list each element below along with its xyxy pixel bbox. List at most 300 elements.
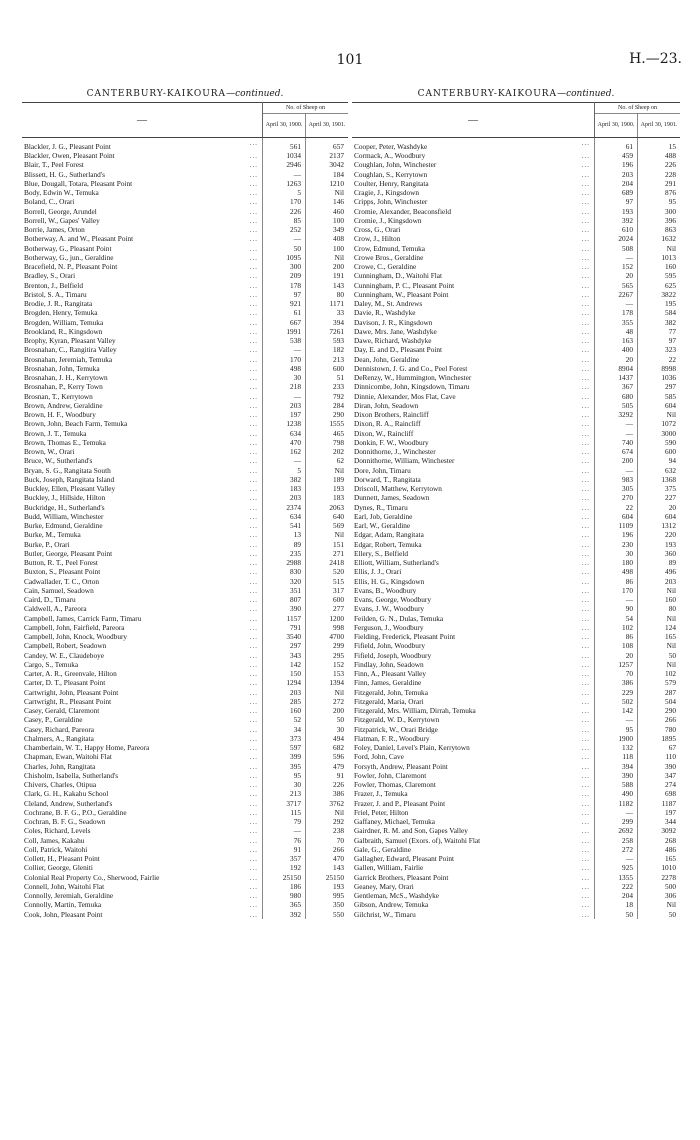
leader-dots: ...	[249, 363, 258, 373]
sheep-count-1901: 266	[333, 844, 344, 854]
table-row	[352, 854, 680, 863]
sheep-count-1901: 798	[333, 437, 344, 447]
table-row	[22, 299, 348, 308]
owner-name: Burke, M., Temuka	[24, 530, 81, 540]
sheep-count-1900: 218	[263, 382, 306, 391]
owner-name-cell	[22, 586, 263, 595]
sheep-count-1901: 290	[333, 410, 344, 420]
sheep-count-1900: 235	[263, 549, 306, 558]
sheep-count-1901: 596	[333, 752, 344, 762]
table-row	[22, 697, 348, 706]
sheep-count-1900: 674	[595, 447, 638, 456]
leader-dots: ...	[581, 308, 590, 318]
owner-name: Caird, D., Timaru	[24, 595, 76, 605]
owner-name-cell	[22, 327, 263, 336]
leader-dots: ...	[581, 539, 590, 549]
sheep-count-1901: Nil	[334, 530, 344, 540]
sheep-count-1901: 550	[333, 909, 344, 919]
sheep-count-1901: 287	[665, 687, 676, 697]
owner-name-cell	[22, 512, 263, 521]
leader-dots: ...	[581, 576, 590, 586]
sheep-count-1901: 80	[668, 604, 676, 614]
sheep-count-1901: 233	[333, 382, 344, 392]
leader-dots: ...	[249, 854, 258, 863]
owner-name: Burke, P., Orari	[24, 539, 70, 549]
sheep-count-1901: 182	[333, 345, 344, 355]
table-row	[352, 632, 680, 641]
owner-name-cell	[22, 873, 263, 882]
owner-name: Dixon, R. A., Raincliff	[354, 419, 421, 429]
owner-name-cell	[352, 734, 595, 743]
leader-dots: ...	[581, 595, 590, 604]
owner-name: Fifield, John, Woodbury	[354, 641, 426, 651]
leader-dots: ...	[581, 872, 590, 882]
owner-name: Cleland, Andrew, Sutherland's	[24, 798, 113, 808]
sheep-count-1901: 390	[665, 761, 676, 771]
sheep-count-1901: 51	[336, 373, 344, 383]
table-row	[22, 373, 348, 382]
owner-name-cell	[352, 715, 595, 724]
owner-name-cell	[22, 632, 263, 641]
table-row	[352, 752, 680, 761]
table-row	[352, 678, 680, 687]
owner-name-cell	[352, 216, 595, 225]
owner-name: Fitzgerald, Mrs. William, Dirrah, Temuka	[354, 706, 476, 716]
leader-dots: ...	[249, 243, 258, 253]
sheep-count-1901: 97	[668, 336, 676, 346]
sheep-count-1901: 50	[336, 715, 344, 725]
owner-name-cell	[22, 197, 263, 206]
sheep-count-1900: 48	[595, 327, 638, 336]
sheep-count-1901: 863	[665, 225, 676, 235]
owner-name-cell	[352, 392, 595, 401]
sheep-count-1901: 344	[665, 817, 676, 827]
sheep-count-1901: 165	[665, 632, 676, 642]
leader-dots: ...	[249, 336, 258, 345]
owner-name-cell	[22, 891, 263, 900]
owner-name: Galbraith, Samuel (Exors. of), Waitohi Flat	[354, 835, 481, 845]
sheep-count-1900: 1355	[595, 873, 638, 882]
owner-name-cell	[352, 475, 595, 484]
sheep-count-group-header: No. of Sheep on	[263, 103, 349, 114]
sheep-count-1900: 50	[263, 244, 306, 253]
table-row	[22, 475, 348, 484]
table-row	[352, 151, 680, 160]
owner-name-cell	[352, 207, 595, 216]
sheep-count-1901: 291	[665, 178, 676, 188]
sheep-count-1900: 2024	[595, 234, 638, 243]
sheep-count-1900: 203	[595, 170, 638, 179]
owner-name-cell	[352, 558, 595, 567]
leader-dots: ...	[581, 780, 590, 789]
owner-name-cell	[22, 604, 263, 613]
owner-name: Edgar, Robert, Temuka	[354, 539, 422, 549]
owner-name-cell	[22, 234, 263, 243]
leader-dots: ...	[249, 558, 258, 567]
sheep-count-1901: 100	[333, 243, 344, 253]
leader-dots: ...	[249, 400, 258, 410]
sheep-count-1901: 277	[333, 604, 344, 614]
owner-name-cell	[352, 836, 595, 845]
owner-name-cell	[352, 910, 595, 919]
leader-dots: ...	[249, 382, 258, 392]
owner-name: Chivers, Charles, Otipua	[24, 780, 97, 790]
sheep-count-1900: 192	[263, 863, 306, 872]
leader-dots: ...	[249, 262, 258, 271]
sheep-count-1901: 220	[665, 530, 676, 540]
owner-name-cell	[352, 845, 595, 854]
sheep-count-1901: 408	[333, 234, 344, 244]
owner-name: Crow, Edmund, Temuka	[354, 243, 426, 253]
table-row	[352, 697, 680, 706]
leader-dots: ...	[581, 826, 590, 836]
sheep-count-1900: 95	[595, 725, 638, 734]
leader-dots: ...	[249, 835, 258, 845]
leader-dots: ...	[249, 807, 258, 817]
sheep-count-1900: —	[595, 299, 638, 308]
leader-dots: ...	[249, 252, 258, 262]
sheep-count-1900: 76	[263, 836, 306, 845]
sheep-count-1900: 34	[263, 725, 306, 734]
owner-name: Brogden, Henry, Temuka	[24, 308, 98, 318]
owner-name-cell	[22, 706, 263, 715]
sheep-count-1901: 1312	[661, 521, 676, 531]
table-row	[22, 503, 348, 512]
sheep-count-1900: 13	[263, 530, 306, 539]
leader-dots: ...	[581, 465, 590, 475]
owner-name-cell	[22, 160, 263, 169]
sheep-count-1901: 213	[333, 354, 344, 364]
owner-name: Coll, Patrick, Waitohi	[24, 844, 88, 854]
owner-name: Daley, M., St. Andrews	[354, 299, 423, 309]
owner-name: Davison, J. R., Kingsdown	[354, 317, 433, 327]
table-row	[22, 271, 348, 280]
owner-name: Brenton, J., Belfield	[24, 280, 83, 290]
sheep-count-1900: 204	[595, 891, 638, 900]
owner-name-cell	[352, 410, 595, 419]
owner-name: Fifield, Joseph, Woodbury	[354, 650, 432, 660]
owner-name: Gentleman, McS., Washdyke	[354, 891, 440, 901]
leader-dots: ...	[249, 770, 258, 780]
sheep-count-1901: 226	[665, 160, 676, 170]
sheep-count-1900: 85	[263, 216, 306, 225]
sheep-count-1900: 108	[595, 641, 638, 650]
sheep-count-1900: 367	[595, 382, 638, 391]
sheep-count-1901: 274	[665, 780, 676, 790]
owner-name: Cromie, Alexander, Beaconsfield	[354, 206, 451, 216]
owner-name: Chalmers, A., Rangitata	[24, 733, 94, 743]
table-row	[22, 493, 348, 502]
sheep-count-1901: 1171	[329, 299, 344, 309]
owner-name-cell	[352, 401, 595, 410]
table-row	[352, 558, 680, 567]
sheep-count-1901: 22	[668, 354, 676, 364]
sheep-count-1901: Nil	[334, 465, 344, 475]
sheep-count-1900: 163	[595, 336, 638, 345]
sheep-count-1900: 980	[263, 891, 306, 900]
sheep-count-1901: 1036	[661, 373, 676, 383]
owner-name-cell	[352, 138, 595, 152]
owner-name-cell	[352, 614, 595, 623]
leader-dots: ...	[249, 585, 258, 595]
owner-name: Crow, J., Hilton	[354, 234, 401, 244]
owner-name-cell	[352, 345, 595, 354]
sheep-count-1900: 1109	[595, 521, 638, 530]
owner-name: Brown, John, Beach Farm, Temuka	[24, 419, 128, 429]
sheep-count-1900: 305	[595, 484, 638, 493]
sheep-count-1900: 502	[595, 697, 638, 706]
table-row	[22, 521, 348, 530]
table-row	[352, 845, 680, 854]
owner-name-cell	[352, 540, 595, 549]
leader-dots: ...	[581, 530, 590, 540]
sheep-count-1900: 392	[595, 216, 638, 225]
owner-name-cell	[22, 216, 263, 225]
sheep-count-1901: 195	[665, 299, 676, 309]
owner-name: Dennistown, J. G. and Co., Peel Forest	[354, 363, 468, 373]
owner-name-cell	[22, 595, 263, 604]
leader-dots: ...	[581, 225, 590, 234]
table-row	[352, 614, 680, 623]
sheep-count-1901: 500	[665, 881, 676, 891]
sheep-count-1901: 382	[665, 317, 676, 327]
leader-dots: ...	[249, 447, 258, 456]
owner-name-cell	[352, 281, 595, 290]
leader-dots: ...	[249, 780, 258, 789]
owner-name-cell	[352, 225, 595, 234]
sheep-count-1901: 479	[333, 761, 344, 771]
leader-dots: ...	[249, 138, 258, 147]
sheep-count-1900: 541	[263, 521, 306, 530]
owner-name: Fielding, Frederick, Pleasant Point	[354, 632, 456, 642]
owner-name-cell	[352, 549, 595, 558]
sheep-count-1900: 203	[263, 688, 306, 697]
table-title-main: CANTERBURY-KAIKOURA	[417, 89, 558, 99]
leader-dots: ...	[249, 419, 258, 429]
owner-name-cell	[352, 512, 595, 521]
owner-name: Dixon Brothers, Raincliff	[354, 410, 429, 420]
table-row	[22, 891, 348, 900]
owner-name: Cain, Samuel, Seadown	[24, 585, 94, 595]
owner-name: Dinnicombe, John, Kingsdown, Timaru	[354, 382, 470, 392]
table-row	[352, 475, 680, 484]
sheep-count-1901: 160	[665, 262, 676, 272]
owner-name: Cormack, A., Woodbury	[354, 151, 426, 161]
table-row	[352, 207, 680, 216]
leader-dots: ...	[249, 465, 258, 475]
owner-name: Boland, C., Orari	[24, 197, 75, 207]
sheep-count-1901: 1555	[329, 419, 344, 429]
table-title-main: CANTERBURY-KAIKOURA	[86, 89, 227, 99]
leader-dots: ...	[581, 206, 590, 216]
leader-dots: ...	[249, 484, 258, 493]
leader-dots: ...	[249, 539, 258, 549]
table-row	[352, 725, 680, 734]
leader-dots: ...	[581, 271, 590, 281]
owner-name: Brosnan, T., Kerrytown	[24, 391, 93, 401]
sheep-count-1901: 124	[665, 622, 676, 632]
table-row	[352, 641, 680, 650]
leader-dots: ...	[581, 724, 590, 734]
table-row	[352, 308, 680, 317]
sheep-count-1901: 25150	[325, 872, 344, 882]
sheep-count-1901: 200	[333, 706, 344, 716]
sheep-count-1900: 226	[263, 207, 306, 216]
leader-dots: ...	[581, 511, 590, 521]
table-row	[22, 669, 348, 678]
leader-dots: ...	[581, 752, 590, 762]
table-row	[22, 327, 348, 336]
page-number: 101	[336, 52, 364, 68]
table-row	[22, 281, 348, 290]
sheep-count-1901: 1072	[661, 419, 676, 429]
sheep-count-1901: 227	[665, 493, 676, 503]
owner-name-cell	[352, 632, 595, 641]
sheep-count-1901: 3762	[329, 798, 344, 808]
sheep-count-1900: 79	[263, 817, 306, 826]
owner-name-cell	[352, 808, 595, 817]
table-row	[22, 364, 348, 373]
sheep-count-1901: 1013	[661, 252, 676, 262]
leader-dots: ...	[249, 271, 258, 281]
leader-dots: ...	[581, 456, 590, 466]
sheep-count-1900: 3292	[595, 410, 638, 419]
owner-name: Buckridge, H., Sutherland's	[24, 502, 105, 512]
owner-name: Campbell, John, Knock, Woodbury	[24, 632, 128, 642]
leader-dots: ...	[581, 659, 590, 669]
leader-dots: ...	[581, 215, 590, 225]
owner-name: Gibson, Andrew, Temuka	[354, 900, 429, 910]
sheep-count-1901: 100	[333, 215, 344, 225]
table-row	[352, 484, 680, 493]
owner-name: Chapman, Ewan, Waitohi Flat	[24, 752, 112, 762]
table-row	[22, 447, 348, 456]
owner-name: Davie, R., Washdyke	[354, 308, 416, 318]
sheep-count-1900: 320	[263, 577, 306, 586]
owner-name-cell	[352, 262, 595, 271]
owner-name-cell	[352, 586, 595, 595]
table-title	[22, 88, 348, 102]
owner-name-cell	[22, 382, 263, 391]
owner-name-cell	[22, 558, 263, 567]
sheep-count-1900: —	[595, 715, 638, 724]
sheep-count-1900: 604	[595, 512, 638, 521]
owner-name: Connell, John, Waitohi Flat	[24, 881, 105, 891]
sheep-count-1900: 1294	[263, 678, 306, 687]
table-row	[352, 586, 680, 595]
owner-name-cell	[352, 660, 595, 669]
owner-name: Campbell, James, Carrick Farm, Timaru	[24, 613, 142, 623]
sheep-count-1900: 5	[263, 466, 306, 475]
owner-name-cell	[22, 447, 263, 456]
sheep-count-1900: 61	[595, 138, 638, 152]
sheep-count-1900: 538	[263, 336, 306, 345]
sheep-count-1900: 610	[595, 225, 638, 234]
table-row	[352, 651, 680, 660]
owner-name-cell	[352, 327, 595, 336]
sheep-count-1900: 25150	[263, 873, 306, 882]
owner-name-cell	[352, 762, 595, 771]
leader-dots: ...	[581, 474, 590, 484]
table-row	[22, 225, 348, 234]
leader-dots: ...	[249, 234, 258, 244]
leader-dots: ...	[581, 798, 590, 808]
table-row	[22, 558, 348, 567]
table-row	[22, 410, 348, 419]
owner-name: Elliott, William, Sutherland's	[354, 558, 439, 568]
owner-name-cell	[352, 826, 595, 835]
sheep-count-1901: 300	[665, 206, 676, 216]
owner-name: Dorward, T., Rangitata	[354, 474, 421, 484]
sheep-count-1900: 390	[595, 771, 638, 780]
owner-name: Caldwell, A., Pareora	[24, 604, 87, 614]
owner-name: Donnithorne, J., Winchester	[354, 447, 436, 457]
owner-name: Garrick Brothers, Pleasant Point	[354, 872, 449, 882]
sheep-count-1900: 392	[263, 910, 306, 919]
table-row	[22, 138, 348, 152]
owner-name: Buckley, Ellen, Pleasant Valley	[24, 484, 116, 494]
table-row	[22, 817, 348, 826]
owner-name-cell	[22, 475, 263, 484]
table-row	[22, 780, 348, 789]
owner-name: Finn, A., Pleasant Valley	[354, 669, 427, 679]
owner-name: Day, E. and D., Pleasant Point	[354, 345, 443, 355]
table-row	[352, 900, 680, 909]
owner-name: Ford, John, Cave	[354, 752, 404, 762]
owner-name-cell	[352, 780, 595, 789]
sheep-count-1900: 1034	[263, 151, 306, 160]
sheep-count-1901: 165	[665, 854, 676, 864]
table-row	[22, 752, 348, 761]
table-row	[22, 382, 348, 391]
sheep-count-1900: 142	[595, 706, 638, 715]
owner-name: Gale, G., Geraldine	[354, 844, 411, 854]
sheep-count-1900: 54	[595, 614, 638, 623]
leader-dots: ...	[249, 696, 258, 706]
leader-dots: ...	[581, 151, 590, 160]
sheep-count-1900: 400	[595, 345, 638, 354]
owner-name: Ellery, S., Belfield	[354, 548, 409, 558]
sheep-count-1900: 5	[263, 188, 306, 197]
table-row	[352, 836, 680, 845]
owner-name: Brosnahan, J. H., Kerrytown	[24, 373, 108, 383]
owner-name: Botherway, G., Pleasant Point	[24, 243, 112, 253]
sheep-count-1900: 196	[595, 530, 638, 539]
sheep-count-1901: 297	[665, 382, 676, 392]
table-row	[352, 262, 680, 271]
owner-name-cell	[22, 854, 263, 863]
sheep-count-1900: 178	[263, 281, 306, 290]
owner-name-cell	[22, 836, 263, 845]
table-row	[22, 577, 348, 586]
leader-dots: ...	[581, 669, 590, 678]
leader-dots: ...	[249, 687, 258, 697]
table-row	[22, 345, 348, 354]
leader-dots: ...	[581, 280, 590, 290]
leader-dots: ...	[581, 789, 590, 799]
sheep-count-1900: 209	[263, 271, 306, 280]
leader-dots: ...	[249, 798, 258, 808]
owner-name: Cooper, Peter, Washdyke	[354, 142, 428, 151]
table-row	[352, 623, 680, 632]
owner-name-cell	[352, 271, 595, 280]
sheep-count-1900: 791	[263, 623, 306, 632]
table-row	[22, 604, 348, 613]
sheep-count-1900: 351	[263, 586, 306, 595]
owner-name-cell	[22, 419, 263, 428]
table-title	[352, 88, 680, 102]
sheep-count-1901: 394	[333, 317, 344, 327]
